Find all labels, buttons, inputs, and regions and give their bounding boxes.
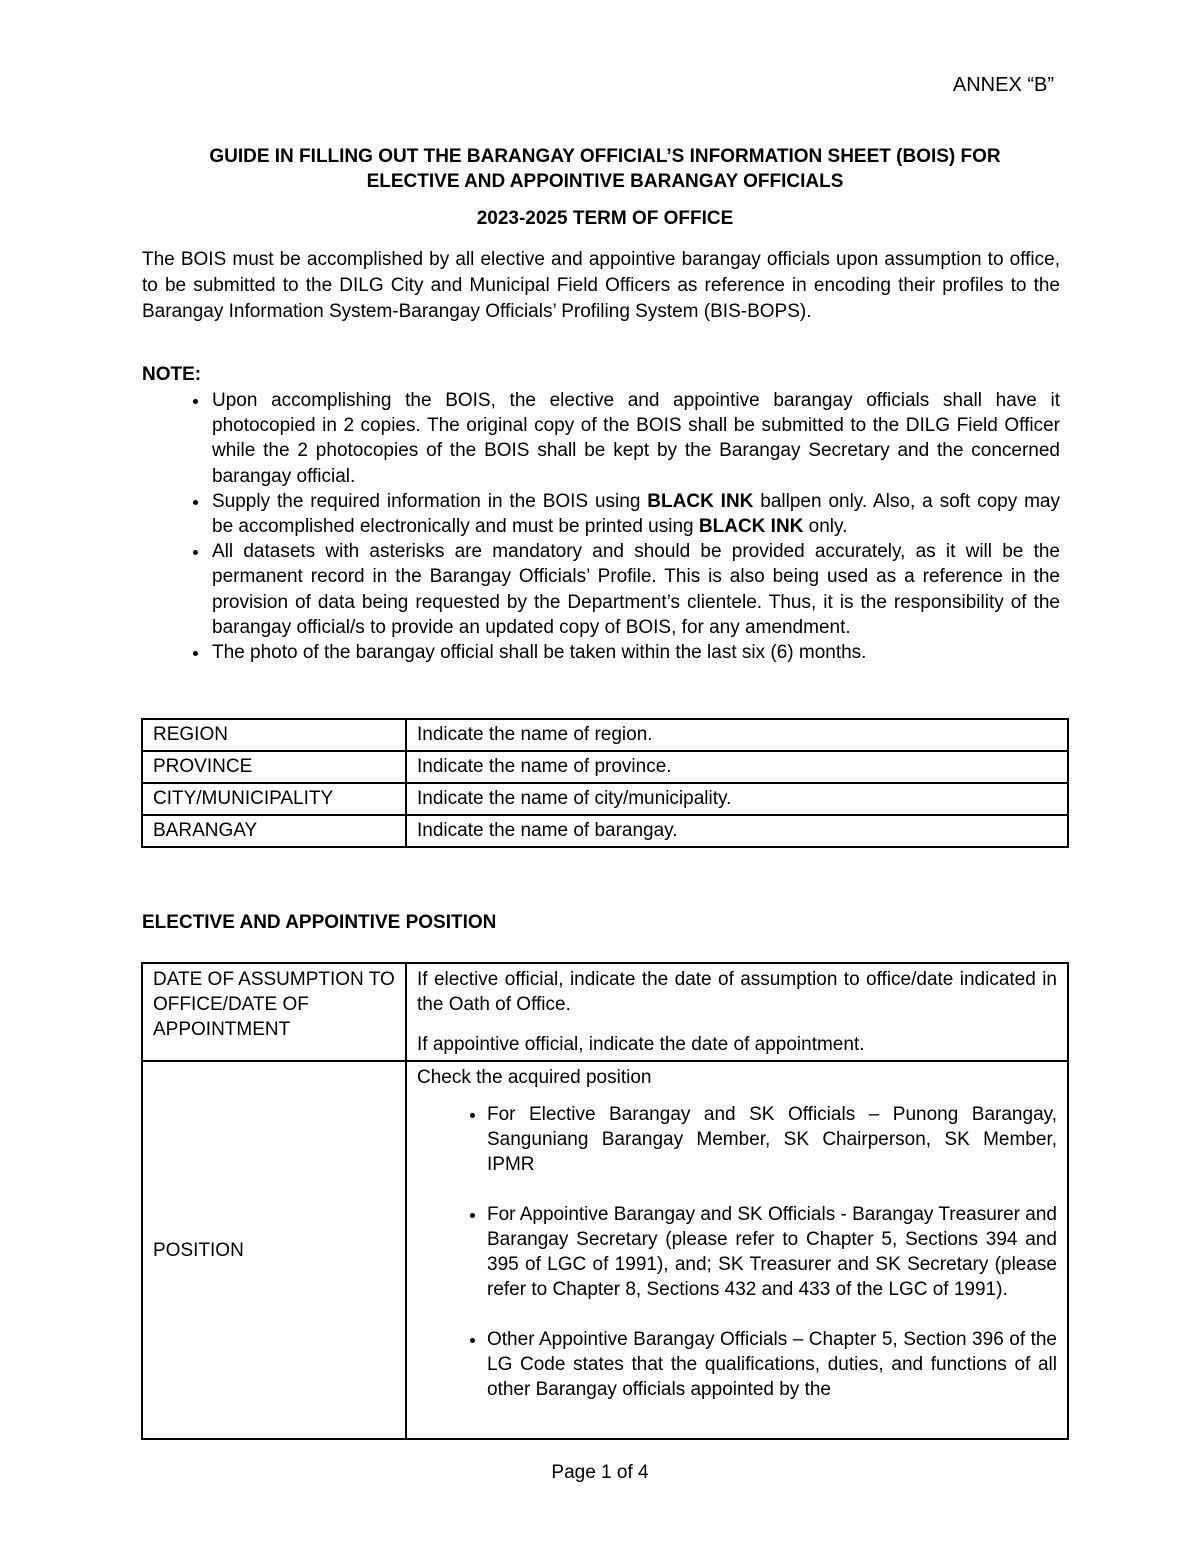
table-row — [142, 719, 1068, 751]
location-table — [141, 718, 1069, 848]
note-item: • All datasets with asterisks are mandatory and should be provided accurately, as it will be the permanent record in the Barangay Officials’ Profile. This is also being used as a reference in the provision of data being requested by the Department’s clientele. Thus, it is the responsibility of the barangay official/s to provide an updated copy of BOIS, for any amendment. — [210, 539, 1060, 640]
field-instruction — [406, 1061, 1068, 1439]
field-instruction: Indicate the name of city/municipality. — [406, 783, 1068, 815]
list-item: • Other Appointive Barangay Officials – Chapter 5, Section 396 of the LG Code states that the qualifications, duties, and functions of all other Barangay officials appointed by the — [487, 1327, 1057, 1402]
table-row — [142, 963, 1068, 1061]
field-instruction: Indicate the name of province. — [406, 751, 1068, 783]
title-line-2: ELECTIVE AND APPOINTIVE BARANGAY OFFICIALS — [366, 171, 844, 192]
note-text: only. — [803, 516, 848, 538]
note-label: NOTE: — [142, 364, 202, 385]
field-instruction: Indicate the name of barangay. — [406, 815, 1068, 847]
position-list — [417, 1102, 1057, 1402]
list-item: • For Elective Barangay and SK Officials – Punong Barangay, Sanguniang Barangay Member, SK Chairperson, SK Member, IPMR — [487, 1102, 1057, 1177]
note-emphasis: BLACK INK — [647, 490, 754, 512]
term-of-office: 2023-2025 TERM OF OFFICE — [476, 208, 734, 229]
field-name: REGION — [142, 719, 406, 751]
annex-label: ANNEX “B” — [952, 74, 1054, 96]
position-table — [141, 962, 1069, 1440]
instruction-text: If elective official, indicate the date of assumption to office/date indicated in the Oath of Office. — [417, 969, 1057, 1015]
list-item: • For Appointive Barangay and SK Officials - Barangay Treasurer and Barangay Secretary (please refer to Chapter 5, Sections 394 and 395 of LGC of 1991), and; SK Treasurer and SK Secretary (please refer to Chapter 8, Sections 432 and 433 of the LGC of 1991). — [487, 1202, 1057, 1302]
table-row — [142, 1061, 1068, 1439]
note-item: • Upon accomplishing the BOIS, the elective and appointive barangay officials shall have it photocopied in 2 copies. The original copy of the BOIS shall be submitted to the DILG Field Officer while the 2 photocopies of the BOIS shall be kept by the Barangay Secretary and the concerned barangay official. — [210, 388, 1060, 489]
field-name: PROVINCE — [142, 751, 406, 783]
table-row — [142, 815, 1068, 847]
note-text: Supply the required information in the BOIS using — [212, 490, 648, 512]
note-text: ballpen only. Also, a soft copy may be accomplished electronically and must be printed using — [212, 490, 1060, 538]
field-name: BARANGAY — [142, 815, 406, 847]
field-instruction: Indicate the name of region. — [406, 719, 1068, 751]
instruction-text: If appointive official, indicate the date of appointment. — [417, 1034, 865, 1055]
field-name: POSITION — [142, 1061, 406, 1439]
field-instruction — [406, 963, 1068, 1061]
field-name: CITY/MUNICIPALITY — [142, 783, 406, 815]
note-item: • The photo of the barangay official shall be taken within the last six (6) months. — [210, 640, 1060, 665]
intro-paragraph: The BOIS must be accomplished by all elective and appointive barangay officials upon assumption to office, to be submitted to the DILG City and Municipal Field Officers as reference in encoding their profiles to the Barangay Information System-Barangay Officials’ Profiling System (BIS-BOPS). — [142, 249, 1060, 322]
page-number: Page 1 of 4 — [551, 1462, 649, 1483]
table-row — [142, 783, 1068, 815]
notes-list — [142, 388, 1060, 665]
document-title — [142, 144, 1068, 194]
field-name: DATE OF ASSUMPTION TO OFFICE/DATE OF APPOINTMENT — [142, 963, 406, 1061]
title-line-1: GUIDE IN FILLING OUT THE BARANGAY OFFICIAL’S INFORMATION SHEET (BOIS) FOR — [209, 146, 1001, 167]
instruction-text: Check the acquired position — [417, 1067, 652, 1088]
note-item — [210, 489, 1060, 539]
section-heading: ELECTIVE AND APPOINTIVE POSITION — [142, 912, 497, 933]
table-row — [142, 751, 1068, 783]
note-emphasis: BLACK INK — [698, 516, 804, 538]
